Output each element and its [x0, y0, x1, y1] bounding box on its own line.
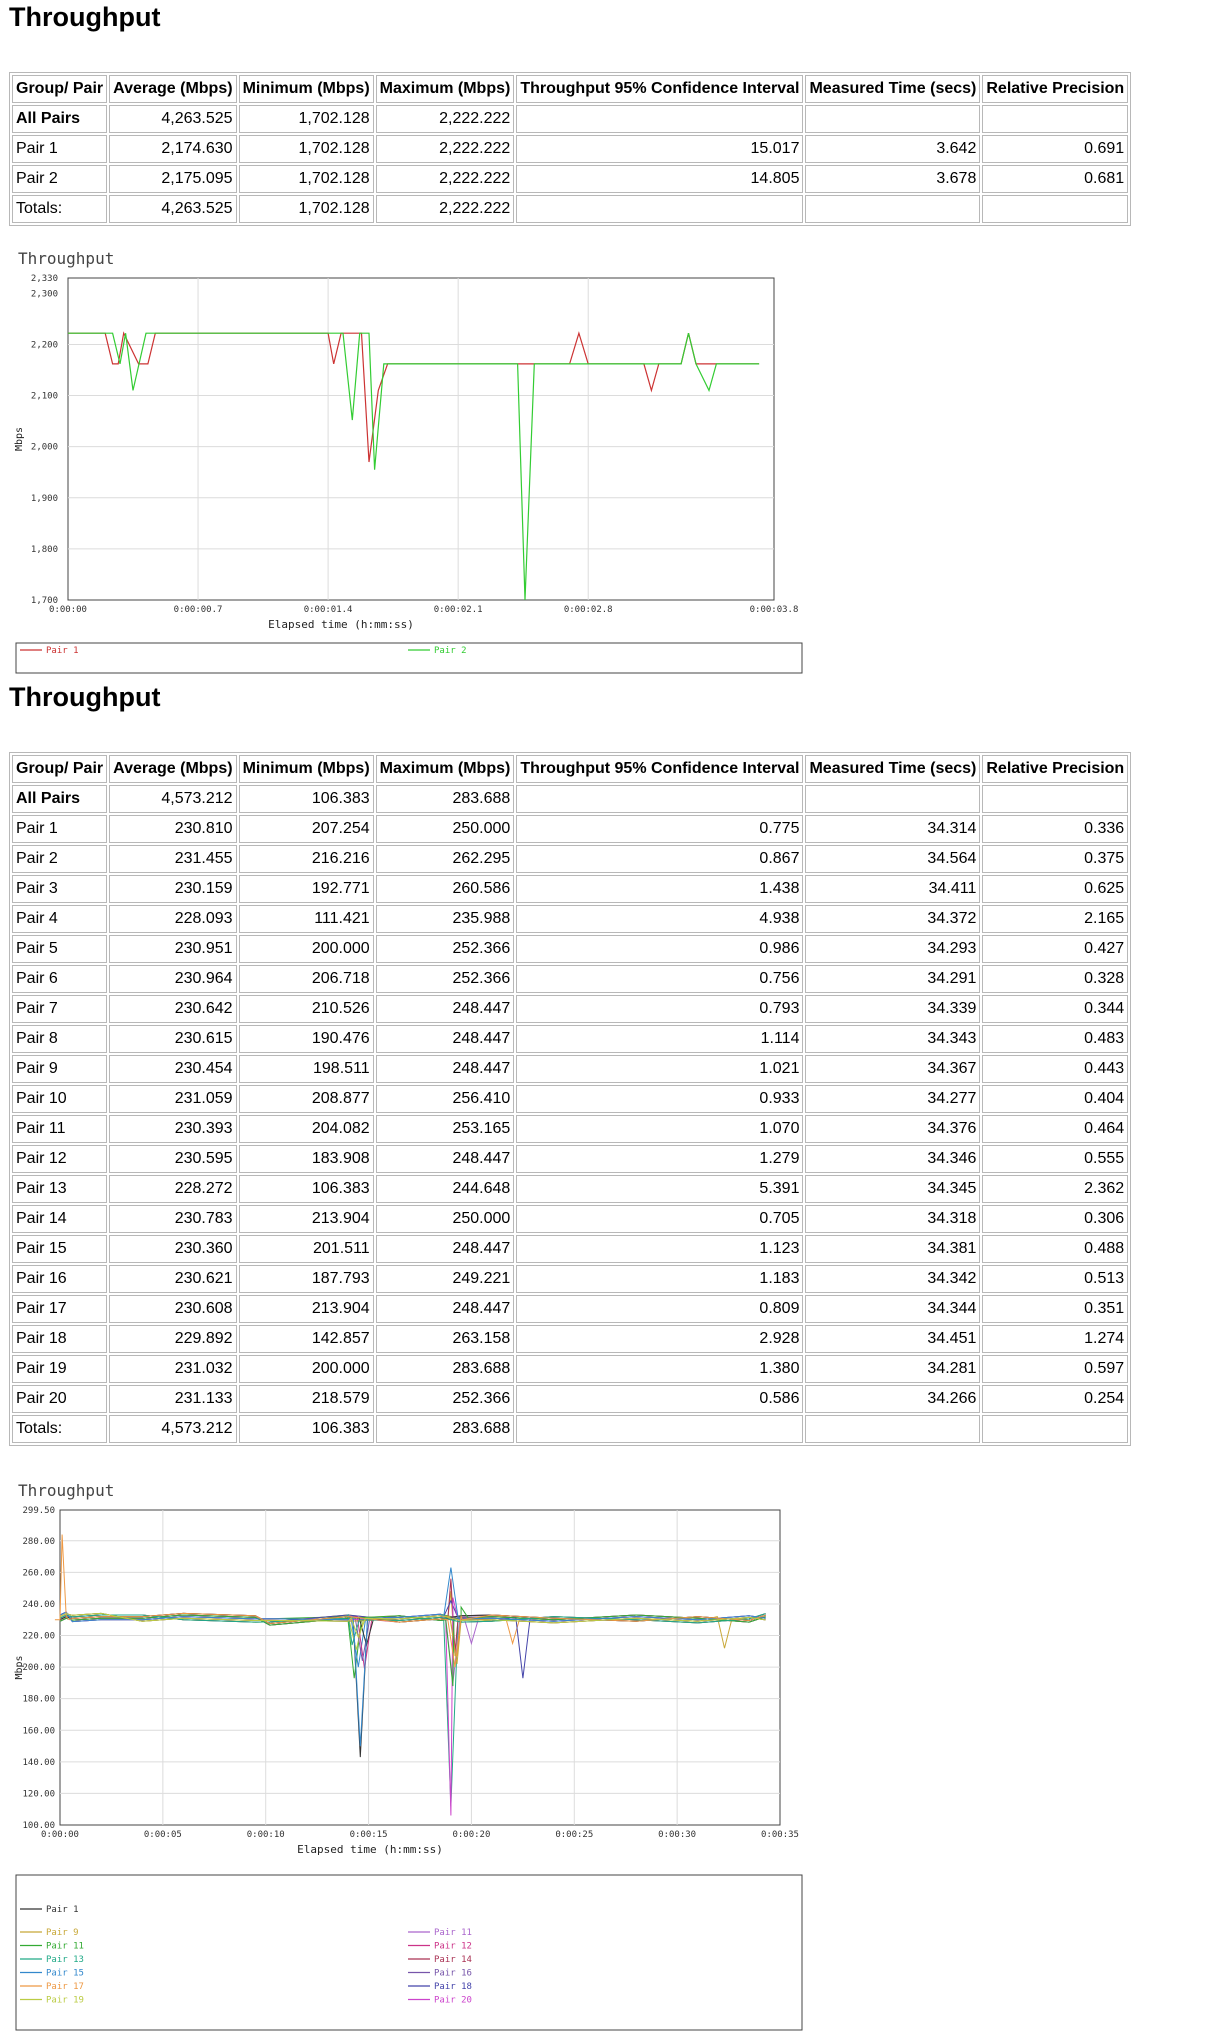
table-cell: 0.933 [516, 1085, 803, 1113]
table-row [12, 845, 1128, 873]
table-cell: 183.908 [239, 1145, 374, 1173]
table-cell: 34.367 [805, 1055, 980, 1083]
row-label: Pair 19 [12, 1355, 107, 1383]
table-cell: 4,263.525 [109, 105, 236, 133]
table-cell: 213.904 [239, 1295, 374, 1323]
table-cell: 1,702.128 [239, 135, 374, 163]
table-row [12, 1085, 1128, 1113]
table-row [12, 1265, 1128, 1293]
table-row [12, 995, 1128, 1023]
table-cell: 229.892 [109, 1325, 236, 1353]
y-tick-label: 100.00 [22, 1821, 55, 1831]
column-header: Maximum (Mbps) [376, 755, 515, 783]
table-cell: 106.383 [239, 1415, 374, 1443]
table-cell: 228.093 [109, 905, 236, 933]
table-row [12, 905, 1128, 933]
row-label: Pair 13 [12, 1175, 107, 1203]
x-tick-label: 0:00:15 [349, 1830, 388, 1840]
table-cell: 34.318 [805, 1205, 980, 1233]
table-cell [516, 195, 803, 223]
table-cell: 0.986 [516, 935, 803, 963]
throughput-table-1 [9, 72, 1131, 226]
x-tick-label: 0:00:30 [658, 1830, 697, 1840]
row-label: Pair 2 [12, 845, 107, 873]
table-cell: 248.447 [376, 1025, 515, 1053]
table-cell: 1,702.128 [239, 165, 374, 193]
table-header-row [12, 75, 1128, 103]
table-cell: 3.678 [805, 165, 980, 193]
row-label: Pair 9 [12, 1055, 107, 1083]
legend-label: Pair 15 [46, 1968, 84, 1979]
table-cell: 0.488 [982, 1235, 1128, 1263]
table-cell: 248.447 [376, 1145, 515, 1173]
table-cell: 111.421 [239, 905, 374, 933]
table-cell: 2,222.222 [376, 195, 515, 223]
table-row [12, 1055, 1128, 1083]
table-cell: 204.082 [239, 1115, 374, 1143]
y-tick-label: 2,330 [30, 274, 58, 284]
table-cell: 0.867 [516, 845, 803, 873]
row-label: Pair 1 [12, 135, 107, 163]
table-row [12, 785, 1128, 813]
table-cell: 252.366 [376, 1385, 515, 1413]
legend-label: Pair 17 [46, 1982, 84, 1992]
table-cell: 0.464 [982, 1115, 1128, 1143]
table-cell: 4,263.525 [109, 195, 236, 223]
table-cell [982, 195, 1128, 223]
table-cell: 0.306 [982, 1205, 1128, 1233]
table-row [12, 105, 1128, 133]
table-cell: 250.000 [376, 1205, 515, 1233]
plot-area [68, 278, 774, 600]
table-cell: 283.688 [376, 1355, 515, 1383]
table-cell: 5.391 [516, 1175, 803, 1203]
column-header: Measured Time (secs) [805, 75, 980, 103]
table-cell: 1.183 [516, 1265, 803, 1293]
table-cell: 34.372 [805, 905, 980, 933]
y-tick-label: 2,200 [30, 340, 58, 351]
table-cell: 1.021 [516, 1055, 803, 1083]
x-tick-label: 0:00:20 [452, 1830, 491, 1840]
x-tick-label: 0:00:35 [761, 1830, 799, 1840]
table-cell: 200.000 [239, 935, 374, 963]
legend-label: Pair 1 [46, 646, 79, 656]
table-cell: 230.393 [109, 1115, 236, 1143]
table-cell [516, 105, 803, 133]
legend-label: Pair 13 [46, 1955, 84, 1965]
table-cell: 2,222.222 [376, 165, 515, 193]
table-cell: 0.336 [982, 815, 1128, 843]
x-tick-label: 0:00:10 [246, 1830, 285, 1840]
y-tick-label: 2,000 [30, 442, 58, 453]
row-label: All Pairs [12, 785, 107, 813]
table-cell: 34.314 [805, 815, 980, 843]
table-cell: 4,573.212 [109, 785, 236, 813]
legend-label: Pair 11 [46, 1941, 84, 1952]
row-label: Pair 12 [12, 1145, 107, 1173]
x-tick-label: 0:00:00 [41, 1830, 79, 1840]
legend-label: Pair 11 [434, 1928, 472, 1938]
table-cell: 0.375 [982, 845, 1128, 873]
table-cell: 0.597 [982, 1355, 1128, 1383]
table-row [12, 1025, 1128, 1053]
legend-label: Pair 14 [434, 1955, 472, 1965]
table-row [12, 935, 1128, 963]
table-row [12, 165, 1128, 193]
row-label: Pair 16 [12, 1265, 107, 1293]
table-cell: 230.595 [109, 1145, 236, 1173]
column-header: Throughput 95% Confidence Interval [516, 75, 803, 103]
table-cell: 230.621 [109, 1265, 236, 1293]
table-cell: 250.000 [376, 815, 515, 843]
table-cell: 34.342 [805, 1265, 980, 1293]
x-tick-label: 0:00:00.7 [173, 605, 223, 615]
y-tick-label: 2,100 [30, 391, 58, 402]
row-label: Pair 6 [12, 965, 107, 993]
table-cell: 244.648 [376, 1175, 515, 1203]
table-cell: 34.339 [805, 995, 980, 1023]
x-tick-label: 0:00:00 [49, 605, 87, 615]
legend-label: Pair 12 [434, 1941, 472, 1952]
table-cell: 34.293 [805, 935, 980, 963]
row-label: Pair 18 [12, 1325, 107, 1353]
table-row [12, 135, 1128, 163]
row-label: Pair 10 [12, 1085, 107, 1113]
table-cell: 230.454 [109, 1055, 236, 1083]
x-tick-label: 0:00:02.8 [563, 605, 613, 615]
table-cell: 248.447 [376, 1055, 515, 1083]
table-cell: 200.000 [239, 1355, 374, 1383]
table-cell: 0.625 [982, 875, 1128, 903]
table-cell: 235.988 [376, 905, 515, 933]
table-cell: 15.017 [516, 135, 803, 163]
table-cell: 34.411 [805, 875, 980, 903]
table-row [12, 1325, 1128, 1353]
table-cell: 228.272 [109, 1175, 236, 1203]
table-cell: 231.032 [109, 1355, 236, 1383]
y-tick-label: 140.00 [22, 1757, 55, 1768]
legend-label: Pair 20 [434, 1995, 472, 2006]
table-cell [805, 195, 980, 223]
table-cell: 231.059 [109, 1085, 236, 1113]
table-cell: 1.070 [516, 1115, 803, 1143]
table-cell: 263.158 [376, 1325, 515, 1353]
table-cell: 2.928 [516, 1325, 803, 1353]
y-tick-label: 160.00 [22, 1726, 55, 1737]
row-label: Pair 15 [12, 1235, 107, 1263]
table-cell [805, 785, 980, 813]
table-cell: 0.793 [516, 995, 803, 1023]
y-tick-label: 120.00 [22, 1789, 55, 1800]
table-row [12, 1145, 1128, 1173]
y-tick-label: 220.00 [22, 1631, 55, 1642]
y-tick-label: 260.00 [22, 1568, 55, 1579]
table-cell: 0.775 [516, 815, 803, 843]
y-axis-label: Mbps [14, 1655, 25, 1680]
table-cell: 208.877 [239, 1085, 374, 1113]
chart-title: Throughput [18, 249, 115, 268]
table-cell: 3.642 [805, 135, 980, 163]
table-cell: 1.123 [516, 1235, 803, 1263]
table-row [12, 195, 1128, 223]
y-tick-label: 180.00 [22, 1694, 55, 1705]
table-cell: 34.343 [805, 1025, 980, 1053]
legend-label: Pair 16 [434, 1968, 472, 1979]
row-label: Pair 1 [12, 815, 107, 843]
table-cell: 187.793 [239, 1265, 374, 1293]
column-header: Average (Mbps) [109, 755, 236, 783]
table-row [12, 875, 1128, 903]
table-cell: 0.513 [982, 1265, 1128, 1293]
table-cell: 34.266 [805, 1385, 980, 1413]
table-cell: 230.783 [109, 1205, 236, 1233]
x-tick-label: 0:00:05 [143, 1830, 182, 1840]
section2-title: Throughput [9, 682, 161, 712]
column-header: Relative Precision [982, 755, 1128, 783]
table-row [12, 1295, 1128, 1323]
table-cell: 230.360 [109, 1235, 236, 1263]
table-cell [982, 1415, 1128, 1443]
table-cell: 210.526 [239, 995, 374, 1023]
row-label: Totals: [12, 195, 107, 223]
table-cell: 14.805 [516, 165, 803, 193]
column-header: Maximum (Mbps) [376, 75, 515, 103]
table-cell: 4,573.212 [109, 1415, 236, 1443]
table-cell: 142.857 [239, 1325, 374, 1353]
table-cell: 201.511 [239, 1235, 374, 1263]
row-label: Pair 7 [12, 995, 107, 1023]
table-cell: 1.279 [516, 1145, 803, 1173]
table-cell: 0.483 [982, 1025, 1128, 1053]
x-axis-label: Elapsed time (h:mm:ss) [297, 1843, 443, 1856]
table-cell: 0.756 [516, 965, 803, 993]
table-cell: 230.615 [109, 1025, 236, 1053]
row-label: Pair 8 [12, 1025, 107, 1053]
throughput-chart-1 [0, 248, 810, 678]
legend-label: Pair 18 [434, 1982, 472, 1992]
row-label: All Pairs [12, 105, 107, 133]
y-tick-label: 280.00 [22, 1536, 55, 1547]
x-axis-label: Elapsed time (h:mm:ss) [268, 618, 414, 631]
table-cell: 230.951 [109, 935, 236, 963]
table-cell: 106.383 [239, 785, 374, 813]
y-tick-label: 299.50 [22, 1506, 55, 1516]
row-label: Totals: [12, 1415, 107, 1443]
table-cell [805, 105, 980, 133]
table-cell: 230.642 [109, 995, 236, 1023]
table-cell: 231.133 [109, 1385, 236, 1413]
table-cell: 34.281 [805, 1355, 980, 1383]
table-cell: 0.328 [982, 965, 1128, 993]
table-cell: 0.443 [982, 1055, 1128, 1083]
table-cell: 230.964 [109, 965, 236, 993]
table-row [12, 1235, 1128, 1263]
row-label: Pair 4 [12, 905, 107, 933]
section1-title: Throughput [9, 2, 161, 32]
table-cell: 0.809 [516, 1295, 803, 1323]
table-cell: 0.705 [516, 1205, 803, 1233]
table-row [12, 1175, 1128, 1203]
table-cell: 249.221 [376, 1265, 515, 1293]
table-cell: 2.362 [982, 1175, 1128, 1203]
table-cell: 1.114 [516, 1025, 803, 1053]
row-label: Pair 20 [12, 1385, 107, 1413]
table-cell: 248.447 [376, 995, 515, 1023]
legend-label: Pair 1 [46, 1905, 79, 1915]
table-row [12, 1385, 1128, 1413]
y-tick-label: 1,700 [30, 596, 58, 606]
table-cell: 0.586 [516, 1385, 803, 1413]
table-cell: 34.345 [805, 1175, 980, 1203]
x-tick-label: 0:00:03.8 [749, 605, 799, 615]
table-row [12, 1115, 1128, 1143]
y-tick-label: 240.00 [22, 1599, 55, 1610]
throughput-table-2 [9, 752, 1131, 1446]
table-cell [516, 785, 803, 813]
table-cell: 1,702.128 [239, 195, 374, 223]
legend-box [16, 1875, 802, 2030]
throughput-chart-2 [0, 1480, 810, 2035]
row-label: Pair 3 [12, 875, 107, 903]
table-cell: 1.438 [516, 875, 803, 903]
table-cell: 34.344 [805, 1295, 980, 1323]
table-cell: 106.383 [239, 1175, 374, 1203]
table-cell: 2,174.630 [109, 135, 236, 163]
x-tick-label: 0:00:01.4 [303, 605, 353, 615]
table-cell: 34.376 [805, 1115, 980, 1143]
table-cell: 190.476 [239, 1025, 374, 1053]
table-cell: 262.295 [376, 845, 515, 873]
table-cell: 198.511 [239, 1055, 374, 1083]
table-cell: 1.380 [516, 1355, 803, 1383]
table-row [12, 1205, 1128, 1233]
table-cell: 192.771 [239, 875, 374, 903]
table-cell: 1,702.128 [239, 105, 374, 133]
legend-label: Pair 19 [46, 1995, 84, 2006]
y-axis-label: Mbps [14, 426, 25, 452]
table-cell: 283.688 [376, 1415, 515, 1443]
table-cell: 2.165 [982, 905, 1128, 933]
column-header: Minimum (Mbps) [239, 75, 374, 103]
table-cell: 34.346 [805, 1145, 980, 1173]
table-cell [516, 1415, 803, 1443]
table-cell: 0.254 [982, 1385, 1128, 1413]
table-cell: 34.381 [805, 1235, 980, 1263]
table-cell: 230.159 [109, 875, 236, 903]
table-cell: 0.427 [982, 935, 1128, 963]
table-cell: 34.291 [805, 965, 980, 993]
table-cell: 216.216 [239, 845, 374, 873]
table-cell: 206.718 [239, 965, 374, 993]
table-cell: 0.691 [982, 135, 1128, 163]
row-label: Pair 5 [12, 935, 107, 963]
table-cell: 2,222.222 [376, 135, 515, 163]
table-cell [805, 1415, 980, 1443]
table-cell: 252.366 [376, 935, 515, 963]
table-cell: 213.904 [239, 1205, 374, 1233]
x-tick-label: 0:00:25 [555, 1830, 594, 1840]
table-cell: 4.938 [516, 905, 803, 933]
table-cell: 34.451 [805, 1325, 980, 1353]
row-label: Pair 2 [12, 165, 107, 193]
legend-box [16, 643, 802, 673]
chart-title: Throughput [18, 1481, 115, 1500]
table-cell: 253.165 [376, 1115, 515, 1143]
y-tick-label: 200.00 [22, 1663, 55, 1674]
table-cell: 248.447 [376, 1235, 515, 1263]
table-cell: 260.586 [376, 875, 515, 903]
table-cell: 2,222.222 [376, 105, 515, 133]
table-cell: 231.455 [109, 845, 236, 873]
column-header: Group/ Pair [12, 755, 107, 783]
column-header: Average (Mbps) [109, 75, 236, 103]
legend-label: Pair 9 [46, 1928, 79, 1938]
table-row [12, 965, 1128, 993]
row-label: Pair 11 [12, 1115, 107, 1143]
table-cell: 2,175.095 [109, 165, 236, 193]
column-header: Throughput 95% Confidence Interval [516, 755, 803, 783]
table-header-row [12, 755, 1128, 783]
table-cell: 0.555 [982, 1145, 1128, 1173]
table-cell [982, 105, 1128, 133]
table-cell: 248.447 [376, 1295, 515, 1323]
y-tick-label: 1,800 [30, 544, 58, 555]
row-label: Pair 14 [12, 1205, 107, 1233]
table-cell: 283.688 [376, 785, 515, 813]
column-header: Group/ Pair [12, 75, 107, 103]
row-label: Pair 17 [12, 1295, 107, 1323]
table-cell: 256.410 [376, 1085, 515, 1113]
table-cell [982, 785, 1128, 813]
y-tick-label: 2,300 [30, 289, 58, 300]
y-tick-label: 1,900 [30, 493, 58, 504]
table-cell: 34.277 [805, 1085, 980, 1113]
column-header: Minimum (Mbps) [239, 755, 374, 783]
column-header: Relative Precision [982, 75, 1128, 103]
table-cell: 0.681 [982, 165, 1128, 193]
table-cell: 207.254 [239, 815, 374, 843]
table-cell: 230.608 [109, 1295, 236, 1323]
table-cell: 230.810 [109, 815, 236, 843]
table-cell: 218.579 [239, 1385, 374, 1413]
x-tick-label: 0:00:02.1 [433, 605, 483, 615]
table-cell: 34.564 [805, 845, 980, 873]
table-cell: 0.404 [982, 1085, 1128, 1113]
table-row [12, 1415, 1128, 1443]
table-cell: 1.274 [982, 1325, 1128, 1353]
table-row [12, 1355, 1128, 1383]
table-cell: 252.366 [376, 965, 515, 993]
column-header: Measured Time (secs) [805, 755, 980, 783]
table-row [12, 815, 1128, 843]
table-cell: 0.344 [982, 995, 1128, 1023]
legend-label: Pair 2 [434, 646, 467, 656]
table-cell: 0.351 [982, 1295, 1128, 1323]
